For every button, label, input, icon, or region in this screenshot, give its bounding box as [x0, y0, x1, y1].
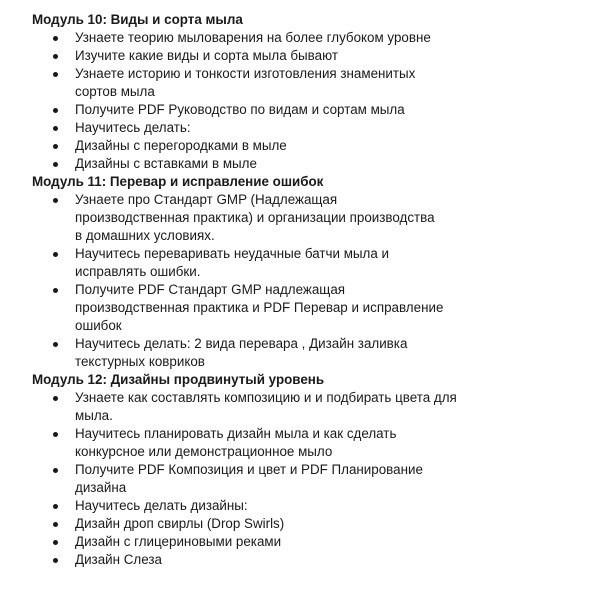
list-item: Дизайн Слеза	[74, 551, 592, 569]
bullet-icon	[53, 288, 58, 293]
list-item: Дизайны с перегородками в мыле	[74, 137, 592, 155]
list-item: Научитесь делать: 2 вида перевара , Дизайн заливка текстурных ковриков	[74, 335, 592, 371]
bullet-icon	[53, 36, 58, 41]
bullet-icon	[53, 198, 58, 203]
bullet-icon	[53, 504, 58, 509]
bullet-icon	[53, 432, 58, 437]
list-item: Узнаете как составлять композицию и и подбирать цвета для мыла.	[74, 389, 592, 425]
bullet-icon	[53, 108, 58, 113]
list-item: Узнаете теорию мыловарения на более глубоком уровне	[74, 29, 592, 47]
list-item: Получите PDF Стандарт GMP надлежащая производственная практика и PDF Перевар и исправление ошибок	[74, 281, 592, 335]
module-11	[32, 173, 592, 371]
list-item: Получите PDF Композиция и цвет и PDF Планирование дизайна	[74, 461, 592, 497]
module-12	[32, 371, 592, 569]
bullet-icon	[53, 468, 58, 473]
bullet-icon	[53, 522, 58, 527]
list-item: Научитесь планировать дизайн мыла и как сделать конкурсное или демонстрационное мыло	[74, 425, 592, 461]
bullet-icon	[53, 72, 58, 77]
bullet-icon	[53, 144, 58, 149]
module-10	[32, 11, 592, 173]
list-item: Дизайн дроп свирлы (Drop Swirls)	[74, 515, 592, 533]
bullet-list	[32, 191, 592, 371]
bullet-icon	[53, 342, 58, 347]
module-title: Модуль 10: Виды и сорта мыла	[32, 12, 243, 27]
list-item: Научитесь переваривать неудачные батчи мыла и исправлять ошибки.	[74, 245, 592, 281]
document-body	[32, 11, 592, 569]
list-item: Дизайн с глицериновыми реками	[74, 533, 592, 551]
bullet-icon	[53, 558, 58, 563]
list-item: Изучите какие виды и сорта мыла бывают	[74, 47, 592, 65]
bullet-icon	[53, 162, 58, 167]
bullet-list	[32, 389, 592, 569]
list-item: Дизайны с вставками в мыле	[74, 155, 592, 173]
bullet-icon	[53, 54, 58, 59]
bullet-icon	[53, 126, 58, 131]
bullet-icon	[53, 540, 58, 545]
bullet-list	[32, 29, 592, 173]
list-item: Получите PDF Руководство по видам и сортам мыла	[74, 101, 592, 119]
list-item: Узнаете историю и тонкости изготовления знаменитых сортов мыла	[74, 65, 592, 101]
list-item: Узнаете про Стандарт GMP (Надлежащая производственная практика) и организации производства в домашних условиях.	[74, 191, 592, 245]
list-item: Научитесь делать:	[74, 119, 592, 137]
module-title: Модуль 12: Дизайны продвинутый уровень	[32, 372, 325, 387]
module-title: Модуль 11: Перевар и исправление ошибок	[32, 174, 324, 189]
list-item: Научитесь делать дизайны:	[74, 497, 592, 515]
bullet-icon	[53, 252, 58, 257]
bullet-icon	[53, 396, 58, 401]
